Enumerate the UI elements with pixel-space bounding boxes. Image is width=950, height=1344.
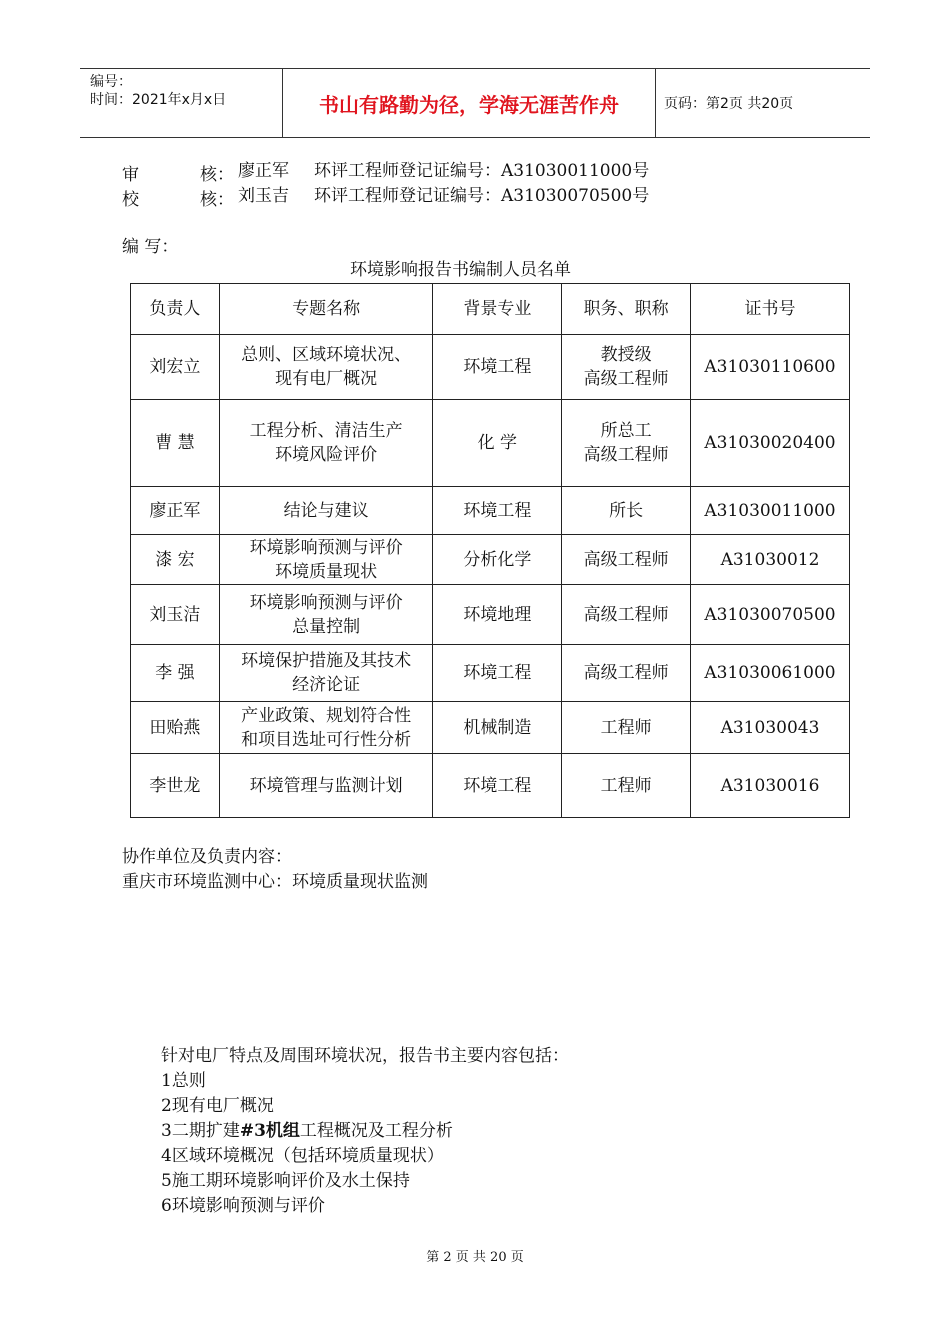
contents-item: [161, 1120, 453, 1142]
cell-position-line: 高级工程师: [583, 369, 669, 389]
cell-topic-line: 总量控制: [292, 616, 361, 637]
reviewer-name: 廖正军: [238, 161, 289, 181]
cell-position-line: 高级工程师: [583, 549, 669, 570]
cell-position-line: 工程师: [600, 775, 652, 796]
contents-item-text: 4区域环境概况（包括环境质量现状）: [161, 1146, 444, 1166]
header-cell-certificate: 证书号: [691, 284, 850, 335]
cell-position-line: 高级工程师: [583, 445, 669, 465]
contents-item-text: 6环境影响预测与评价: [161, 1196, 325, 1216]
cell-topic: [219, 335, 433, 400]
reviewer-role-first-char: 审: [122, 165, 139, 185]
cell-topic-line: 总则、区域环境状况、: [241, 345, 412, 365]
cell-background: 分析化学: [433, 535, 562, 585]
header-cell-background: 背景专业: [433, 284, 562, 335]
table-header-row: [131, 284, 850, 335]
cell-topic: [219, 535, 433, 585]
cell-position: [562, 645, 691, 702]
writer-label: 编 写：: [122, 237, 179, 257]
contents-item: [161, 1070, 206, 1092]
table-row: [131, 702, 850, 754]
cell-topic-line: 环境影响预测与评价: [249, 537, 403, 558]
table-row: [131, 535, 850, 585]
contents-item-text: 5施工期环境影响评价及水土保持: [161, 1171, 410, 1191]
cell-topic-line: 工程分析、清洁生产: [249, 421, 403, 441]
contents-item-text: 2现有电厂概况: [161, 1096, 274, 1116]
document-time-label: 时间：2021年x月x日: [90, 92, 227, 108]
cell-name: 曹 慧: [131, 400, 220, 487]
cell-certificate: A31030061000: [691, 645, 850, 702]
cell-topic: [219, 754, 433, 818]
header-cell-position: 职务、职称: [562, 284, 691, 335]
cell-name: 漆 宏: [131, 535, 220, 585]
cell-position: [562, 585, 691, 645]
contents-item-text: 1总则: [161, 1071, 206, 1091]
cell-background: 化 学: [433, 400, 562, 487]
cell-certificate: A31030012: [691, 535, 850, 585]
checker-name: 刘玉吉: [238, 186, 289, 206]
checker-role-first-char: 校: [122, 190, 139, 210]
cell-topic: [219, 702, 433, 754]
cell-background: 环境工程: [433, 335, 562, 400]
cell-topic-line: 环境质量现状: [275, 561, 378, 582]
header-cell-name: 负责人: [131, 284, 220, 335]
cell-topic-line: 经济论证: [292, 675, 361, 695]
reviewer-cert: 环评工程师登记证编号：A31030011000号: [314, 161, 650, 181]
cell-topic: [219, 400, 433, 487]
contents-item-text: 3二期扩建: [161, 1121, 240, 1141]
header-cell-topic: 专题名称: [219, 284, 433, 335]
coop-label: 协作单位及负责内容：: [122, 847, 292, 867]
cell-certificate: A31030011000: [691, 487, 850, 535]
table-row: [131, 335, 850, 400]
cell-name: 李世龙: [131, 754, 220, 818]
contents-intro: 针对电厂特点及周围环境状况，报告书主要内容包括：: [161, 1046, 569, 1066]
reviewer-role-second-char: 核：: [200, 165, 234, 185]
cell-topic-line: 结论与建议: [283, 500, 369, 521]
cell-background: 机械制造: [433, 702, 562, 754]
cell-certificate: A31030043: [691, 702, 850, 754]
checker-role-second-char: 核：: [200, 190, 234, 210]
cell-topic-line: 环境影响预测与评价: [249, 592, 403, 613]
cell-topic-line: 和项目选址可行性分析: [241, 729, 412, 750]
cell-topic: [219, 645, 433, 702]
staff-table: [130, 283, 850, 818]
cell-topic-line: 现有电厂概况: [275, 369, 378, 389]
checker-cert: 环评工程师登记证编号：A31030070500号: [314, 186, 650, 206]
cell-background: 环境工程: [433, 487, 562, 535]
cell-position-line: 高级工程师: [583, 604, 669, 625]
cell-position: [562, 335, 691, 400]
contents-item: [161, 1145, 444, 1167]
cell-name: 刘玉洁: [131, 585, 220, 645]
cell-topic-line: 环境风险评价: [275, 445, 378, 465]
contents-item: [161, 1195, 325, 1217]
cell-topic-line: 环境保护措施及其技术: [241, 651, 412, 671]
cell-position-line: 教授级: [600, 345, 652, 365]
cell-topic-line: 环境管理与监测计划: [249, 775, 403, 796]
cell-position: [562, 702, 691, 754]
header-page-info: 页码：第2页 共20页: [664, 96, 794, 112]
cell-background: 环境工程: [433, 645, 562, 702]
page-footer: 第 2 页 共 20 页: [426, 1250, 524, 1265]
cell-name: 李 强: [131, 645, 220, 702]
contents-item-text-suffix: 工程概况及工程分析: [299, 1121, 453, 1141]
cell-background: 环境地理: [433, 585, 562, 645]
cell-position: [562, 400, 691, 487]
table-title: 环境影响报告书编制人员名单: [350, 260, 571, 280]
cell-position-line: 工程师: [600, 717, 652, 738]
cell-name: 廖正军: [131, 487, 220, 535]
cell-position-line: 所长: [609, 500, 644, 521]
document-number-label: 编号：: [90, 74, 132, 90]
header-meta: [80, 69, 282, 137]
cell-position: [562, 754, 691, 818]
contents-item: [161, 1095, 274, 1117]
cell-topic: [219, 487, 433, 535]
page-header: [80, 68, 870, 138]
cell-position: [562, 535, 691, 585]
cell-name: 刘宏立: [131, 335, 220, 400]
cell-certificate: A31030110600: [691, 335, 850, 400]
cell-position: [562, 487, 691, 535]
cell-name: 田贻燕: [131, 702, 220, 754]
cell-position-line: 所总工: [600, 421, 652, 441]
cell-certificate: A31030016: [691, 754, 850, 818]
table-row: [131, 400, 850, 487]
cell-topic-line: 产业政策、规划符合性: [241, 705, 412, 726]
table-row: [131, 754, 850, 818]
table-row: [131, 487, 850, 535]
header-motto: 书山有路勤为径，学海无涯苦作舟: [282, 69, 656, 137]
cell-certificate: A31030070500: [691, 585, 850, 645]
cell-topic: [219, 585, 433, 645]
cell-position-line: 高级工程师: [583, 663, 669, 683]
table-row: [131, 585, 850, 645]
cell-background: 环境工程: [433, 754, 562, 818]
contents-item-bold: #3机组: [239, 1121, 300, 1141]
coop-detail: 重庆市环境监测中心：环境质量现状监测: [122, 872, 428, 892]
contents-item: [161, 1170, 410, 1192]
table-row: [131, 645, 850, 702]
cell-certificate: A31030020400: [691, 400, 850, 487]
